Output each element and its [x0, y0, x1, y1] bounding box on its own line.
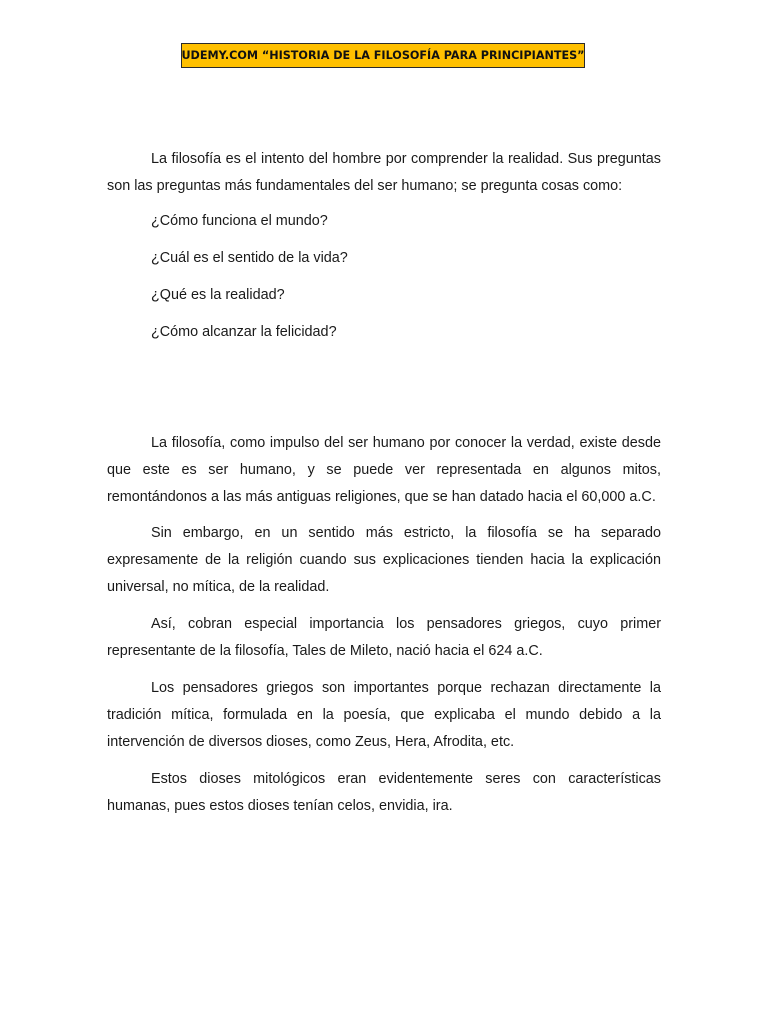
body-paragraph: Sin embargo, en un sentido más estricto, la filosofía se ha separado expresamente de la religión cuando sus explicaciones tienden hacia la explicación universal, no mítica, de la realidad. [107, 525, 661, 595]
question-item: ¿Cómo funciona el mundo? [151, 213, 328, 229]
question-item: ¿Cómo alcanzar la felicidad? [151, 324, 337, 340]
body-paragraph: Estos dioses mitológicos eran evidentemente seres con características humanas, pues estos dioses tenían celos, envidia, ira. [107, 771, 661, 814]
body-paragraph: La filosofía, como impulso del ser humano por conocer la verdad, existe desde que este es ser humano, y se puede ver representada en algunos mitos, remontándonos a las más antiguas religiones, que se han datado hacia el 60,000 a.C. [107, 435, 661, 505]
document-body [107, 146, 661, 820]
question-item: ¿Qué es la realidad? [151, 287, 285, 303]
document-header-banner [181, 43, 585, 68]
intro-paragraph: La filosofía es el intento del hombre por comprender la realidad. Sus preguntas son las preguntas más fundamentales del ser humano; se pregunta cosas como: [107, 151, 661, 194]
question-item: ¿Cuál es el sentido de la vida? [151, 250, 348, 266]
body-paragraph: Así, cobran especial importancia los pensadores griegos, cuyo primer representante de la filosofía, Tales de Mileto, nació hacia el 624 a.C. [107, 616, 661, 659]
header-title: UDEMY.COM “HISTORIA DE LA FILOSOFÍA PARA PRINCIPIANTES” [181, 49, 585, 62]
body-paragraph: Los pensadores griegos son importantes porque rechazan directamente la tradición mítica, formulada en la poesía, que explicaba el mundo debido a la intervención de diversos dioses, como Zeus, Hera, Afrodita, etc. [107, 680, 661, 750]
